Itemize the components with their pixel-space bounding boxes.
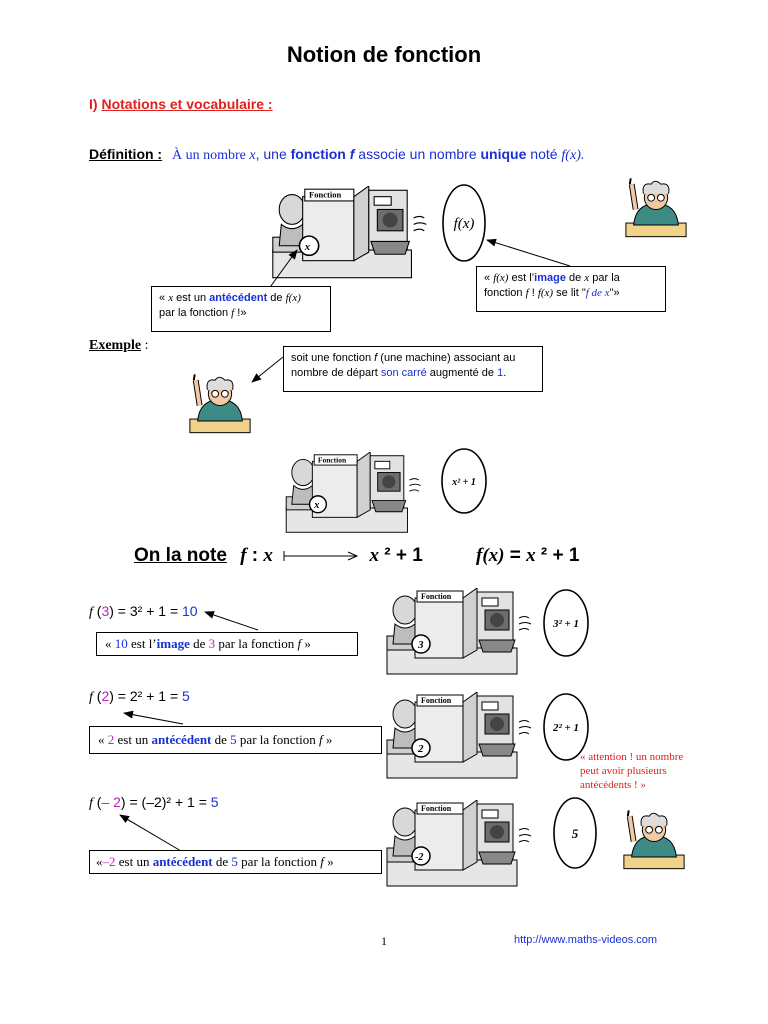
svg-text:Fonction: Fonction	[309, 189, 342, 200]
svg-text:3: 3	[418, 639, 424, 651]
output-bubble	[440, 447, 488, 515]
svg-text:f(x): f(x)	[453, 216, 475, 232]
output-bubble	[552, 796, 598, 870]
svg-text:2² + 1: 2² + 1	[552, 722, 580, 734]
svg-text:Fonction: Fonction	[421, 592, 452, 601]
exemple-label: Exemple :	[89, 338, 149, 353]
function-machine-illustration	[382, 588, 548, 678]
example-3-line: f (– 2) = (–2)² + 1 = 5	[89, 794, 219, 811]
definition-label: Définition :	[89, 146, 163, 162]
function-machine-illustration	[382, 800, 548, 890]
notation-line: On la note f : x x ² + 1	[134, 545, 423, 566]
example-2-line: f (2) = 2² + 1 = 5	[89, 688, 190, 705]
footer-url-link[interactable]: http://www.maths-videos.com	[514, 934, 658, 946]
svg-text:2: 2	[418, 743, 424, 755]
svg-text:3² + 1: 3² + 1	[552, 618, 580, 630]
exemple-box: soit une fonction f (une machine) associant au nombre de départ son carré augmenté de 1.	[283, 346, 543, 392]
svg-text:-2: -2	[415, 852, 424, 863]
example-2-box: « 2 est un antécédent de 5 par la fonction f »	[89, 726, 382, 754]
output-bubble	[542, 588, 590, 658]
image-box: « f(x) est l’image de x par la fonction f ! f(x) se lit "f de x"»	[476, 266, 666, 312]
svg-text:x² + 1: x² + 1	[452, 477, 476, 488]
function-machine-illustration	[382, 692, 548, 782]
svg-text:Fonction: Fonction	[317, 455, 347, 465]
example-1-box: « 10 est l’image de 3 par la fonction f »	[96, 632, 358, 656]
professor-icon	[620, 808, 688, 872]
definition: Définition : À un nombre x, une fonction f associe un nombre unique noté f(x).	[89, 146, 585, 163]
page-title: Notion de fonction	[286, 42, 482, 67]
section-heading: I) Notations et vocabulaire :	[89, 96, 273, 112]
function-machine-illustration	[276, 452, 442, 536]
antecedent-box: « x est un antécédent de f(x) par la fonction f !»	[151, 286, 331, 332]
svg-text:x: x	[304, 242, 311, 253]
example-1-line: f (3) = 3² + 1 = 10	[89, 603, 198, 620]
svg-text:x: x	[314, 500, 320, 511]
svg-text:5: 5	[571, 826, 579, 841]
notation-formula: f(x) = x ² + 1	[476, 545, 580, 566]
professor-icon	[186, 372, 254, 436]
example-3-box: «–2 est un antécédent de 5 par la fonction f »	[89, 850, 382, 874]
svg-text:Fonction: Fonction	[421, 804, 452, 813]
page-number: 1	[381, 934, 387, 948]
svg-text:Fonction: Fonction	[421, 696, 452, 705]
attention-note: « attention ! un nombre peut avoir plusieurs antécédents ! »	[580, 751, 684, 791]
